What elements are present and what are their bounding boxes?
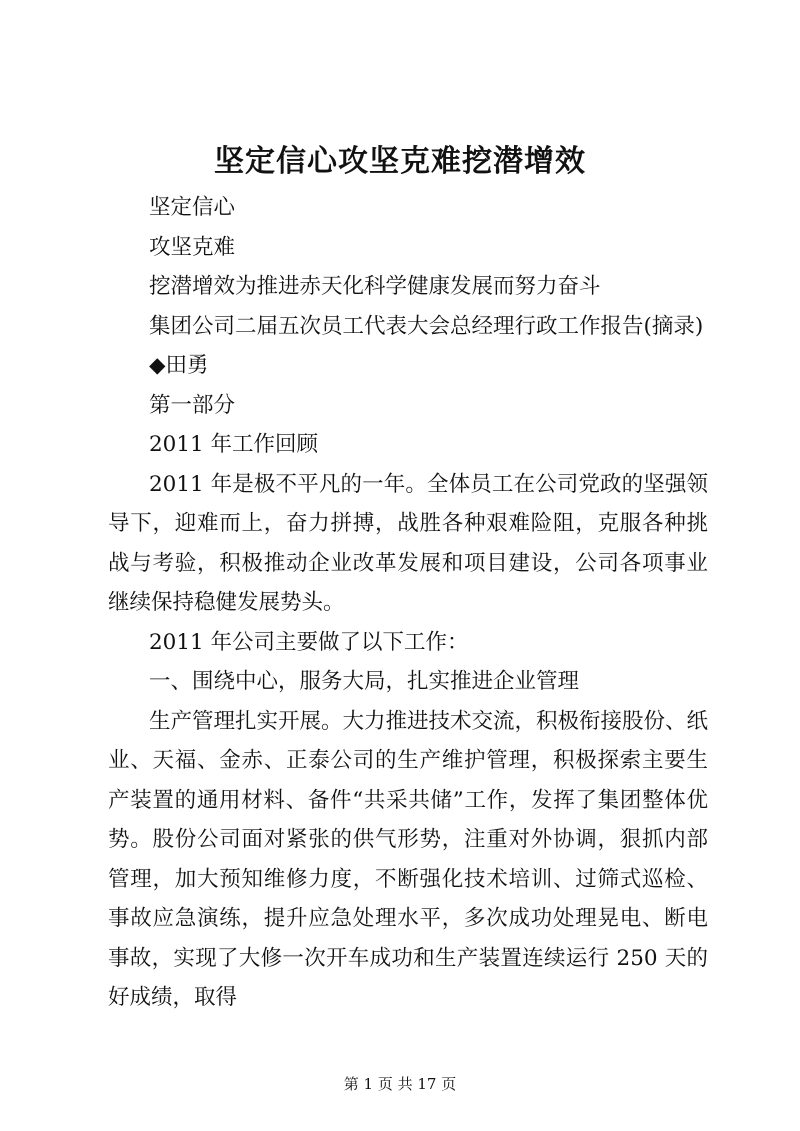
paragraph: 2011 年是极不平凡的一年。全体员工在公司党政的坚强领导下，迎难而上，奋力拼搏，战胜各种艰难险阻，克服各种挑战与考验，积极推动企业改革发展和项目建设，公司各项事业继续保持稳健发展势头。 [108, 471, 708, 615]
author-line: ◆田勇 [149, 353, 209, 378]
document-title: 坚定信心攻坚克难挖潜增效 [214, 144, 586, 179]
paragraph: 2011 年公司主要做了以下工作： [149, 629, 469, 655]
section-subheading: 2011 年工作回顾 [149, 432, 319, 457]
paragraph-heading: 一、围绕中心，服务大局，扎实推进企业管理 [149, 669, 580, 694]
report-source-line: 集团公司二届五次员工代表大会总经理行政工作报告(摘录) [149, 313, 704, 339]
page-footer: 第 1 页 共 17 页 [343, 1075, 457, 1093]
paragraph: 生产管理扎实开展。大力推进技术交流，积极衔接股份、纸业、天福、金赤、正泰公司的生产维护管理，积极探索主要生产装置的通用材料、备件“共采共储”工作，发挥了集团整体优势。股份公司面对紧张的供气形势，注重对外协调，狠抓内部管理，加大预知维修力度，不断强化技术培训、过筛式巡检、事故应急演练，提升应急处理水平，多次成功处理晃电、断电事故，实现了大修一次开车成功和生产装置连续运行 250 天的好成绩，取得 [108, 708, 709, 1010]
section-heading: 第一部分 [149, 392, 236, 418]
text-line: 攻坚克难 [149, 234, 236, 260]
text-line: 挖潜增效为推进赤天化科学健康发展而努力奋斗 [149, 274, 601, 299]
text-line: 坚定信心 [149, 195, 236, 220]
document-body [108, 188, 708, 1018]
